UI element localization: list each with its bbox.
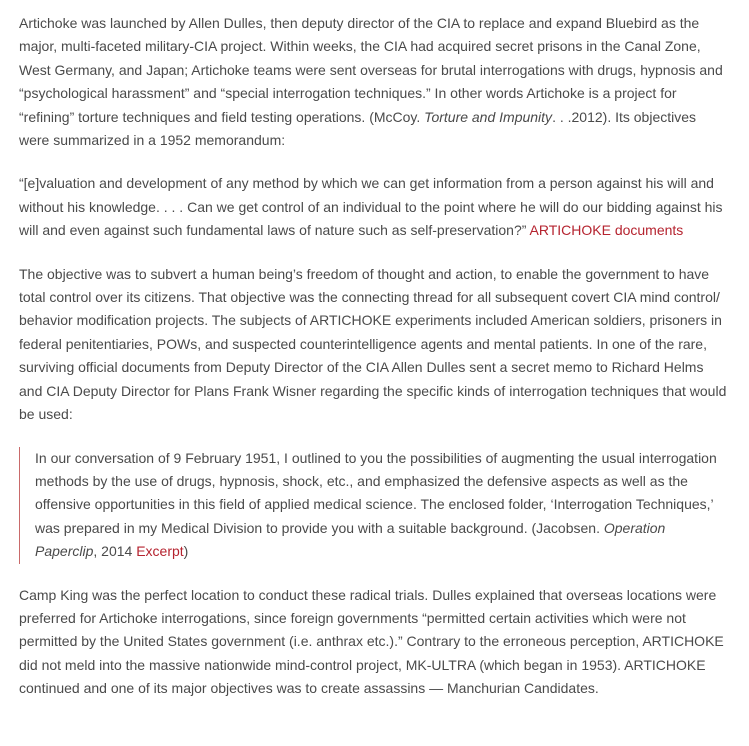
paragraph-text: “[e]valuation and development of any method by which we can get information from a person against his will and without his knowledge. . . . Can we get control of an individual to the point where he will do our bidding against his will and even against such fundamental laws of nature such as self-preservation?” (19, 175, 723, 239)
book-title: Torture and Impunity (424, 108, 553, 125)
paragraph-text: Artichoke was launched by Allen Dulles, then deputy director of the CIA to replace and expand Bluebird as the major, multi-faceted military-CIA project. Within weeks, the CIA had acquired secret prisons in the Canal Zone, West Germany, and Japan; Artichoke teams were sent overseas for brutal interrogations with drugs, hypnosis and “psychological harassment” and “special interrogation techniques.” In other words Artichoke is a project for “refining” torture techniques and field testing operations. (McCoy. (19, 15, 723, 125)
quote-text: ) (183, 543, 189, 560)
paragraph-camp-king (19, 584, 727, 701)
paragraph-memorandum-quote (19, 172, 727, 242)
paragraph-artichoke-intro (19, 12, 727, 152)
paragraph-text: The objective was to subvert a human being’s freedom of thought and action, to enable the government to have total control over its citizens. That objective was the connecting thread for all subsequent covert CIA mind control/ behavior modification projects. The subjects of ARTICHOKE experiments included American soldiers, prisoners in federal penitentiaries, POWs, and suspected counterintelligence agents and mental patients. In one of the rare, surviving official documents from Deputy Director of the CIA Allen Dulles sent a secret memo to Richard Helms and CIA Deputy Director for Plans Frank Wisner regarding the specific kinds of interrogation techniques that would be used: (19, 265, 727, 423)
paragraph-objective (19, 263, 727, 427)
blockquote-text (35, 447, 727, 564)
quote-text: , 2014 (93, 543, 137, 560)
book-title: Operation Paperclip (35, 519, 666, 560)
quote-text: In our conversation of 9 February 1951, I outlined to you the possibilities of augmenting the usual interrogation methods by the use of drugs, hypnosis, shock, etc., and emphasized the defensive aspects as well as the offensive opportunities in this field of applied medical science. The enclosed folder, ‘Interrogation Techniques,’ was prepared in my Medical Division to provide you with a suitable background. (Jacobsen. (35, 449, 717, 536)
dulles-memo-blockquote (19, 447, 727, 564)
excerpt-link[interactable]: Excerpt (136, 543, 184, 560)
artichoke-documents-link[interactable]: ARTICHOKE documents (529, 222, 684, 239)
paragraph-text: . . .2012). Its objectives were summarized in a 1952 memorandum: (19, 108, 697, 149)
paragraph-text: Camp King was the perfect location to conduct these radical trials. Dulles explained that overseas locations were preferred for Artichoke interrogations, since foreign governments “permitted certain activities which were not permitted by the United States government (i.e. anthrax etc.).” Contrary to the erroneous perception, ARTICHOKE did not meld into the massive nationwide mind-control project, MK-ULTRA (which began in 1953). ARTICHOKE continued and one of its major objectives was to create assassins — Manchurian Candidates. (19, 586, 724, 697)
